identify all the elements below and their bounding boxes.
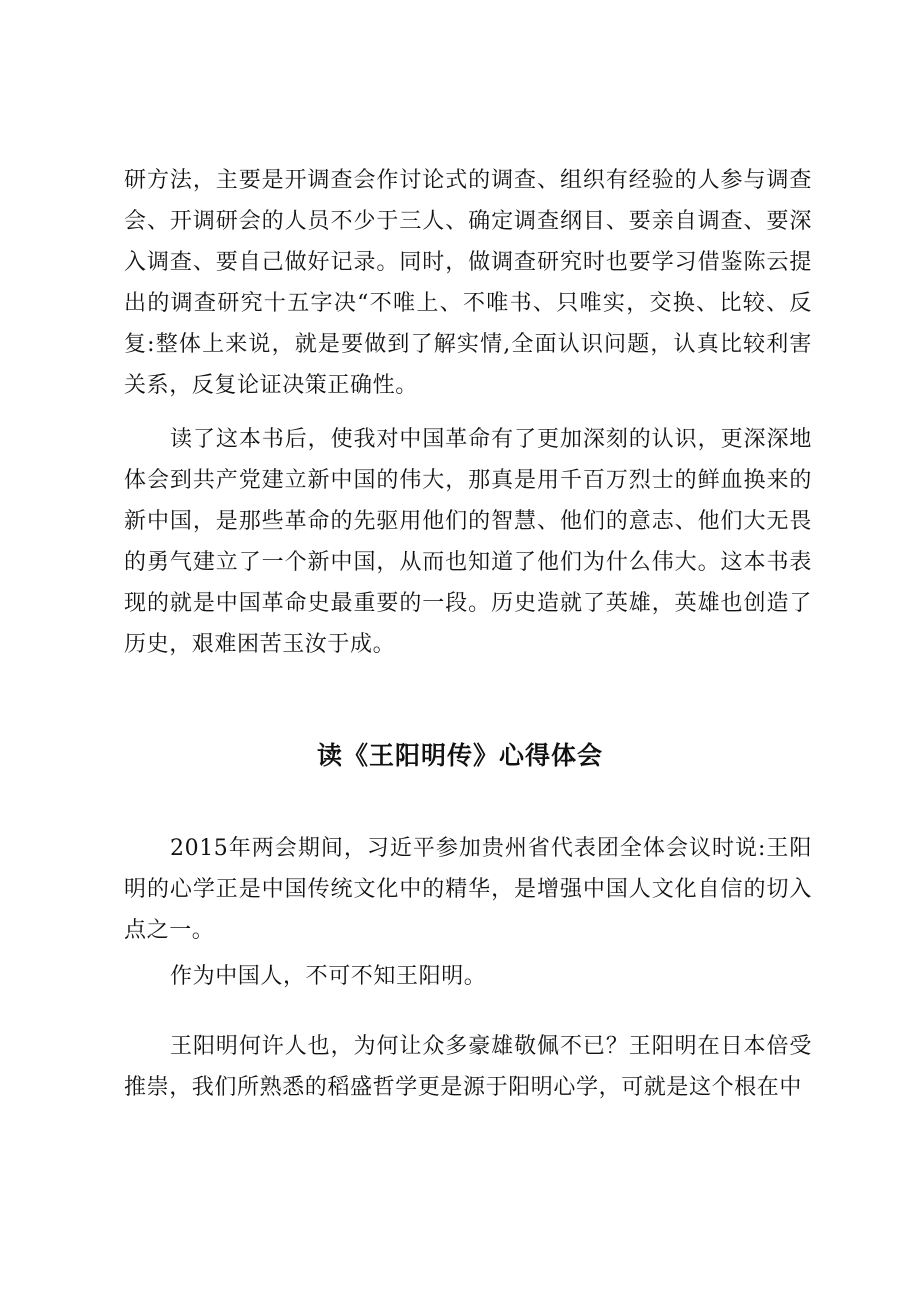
section-title: 读《王阳明传》心得体会 bbox=[316, 741, 603, 770]
paragraph-two-sessions: 2015年两会期间，习近平参加贵州省代表团全体会议时说:王阳明的心学正是中国传统文化中的精华，是增强中国人文化自信的切入点之一。 bbox=[124, 836, 812, 943]
paragraph-research-methods: 研方法，主要是开调查会作讨论式的调查、组织有经验的人参与调查会、开调研会的人员不少于三人、确定调查纲目、要亲自调查、要深入调查、要自己做好记录。同时，做调查研究时也要学习借鉴陈云提出的调查研究十五字决“不唯上、不唯书、只唯实，交换、比较、反复:整体上来说，就是要做到了解实情,全面认识问题，认真比较利害关系，反复论证决策正确性。 bbox=[124, 168, 812, 398]
paragraph-who-is-wang: 王阳明何许人也，为何让众多豪雄敬佩不已？王阳明在日本倍受推崇，我们所熟悉的稻盛哲学更是源于阳明心学，可就是这个根在中 bbox=[124, 1034, 812, 1100]
paragraph-reading-reflection: 读了这本书后，使我对中国革命有了更加深刻的认识，更深深地体会到共产党建立新中国的伟大，那真是用千百万烈士的鲜血换来的新中国，是那些革命的先驱用他们的智慧、他们的意志、他们大无畏的勇气建立了一个新中国，从而也知道了他们为什么伟大。这本书表现的就是中国革命史最重要的一段。历史造就了英雄，英雄也创造了历史，艰难困苦玉汝于成。 bbox=[124, 427, 812, 657]
paragraph-as-chinese: 作为中国人，不可不知王阳明。 bbox=[170, 964, 487, 989]
